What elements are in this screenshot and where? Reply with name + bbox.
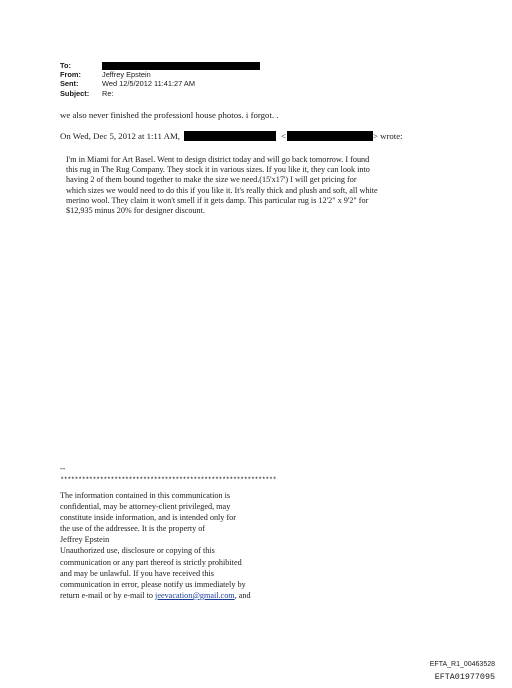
quoted-line: this rug in The Rug Company. They stock it in various sizes. If you like it, they can look into	[66, 165, 370, 175]
disclaimer-line: The information contained in this communication is	[60, 491, 231, 500]
quoted-message	[66, 155, 476, 216]
signature-separator: --	[60, 464, 66, 473]
to-label: To:	[60, 61, 71, 70]
quoted-line: having 2 of them bound together to make the size we need.(15'x17') I will get pricing for	[66, 175, 357, 185]
to-row	[60, 61, 260, 70]
disclaimer-line: communication or any part thereof is strictly prohibited	[60, 557, 242, 567]
subject-row	[60, 89, 260, 98]
from-row	[60, 70, 260, 79]
disclaimer-last-prefix: return e-mail or by e-mail to	[60, 590, 156, 600]
disclaimer-last-suffix: , and	[234, 590, 251, 600]
reply-text: we also never finished the professionl house photos. i forgot. .	[60, 110, 279, 120]
email-link[interactable]: jeevacation@gmail.com	[155, 590, 235, 600]
quote-header	[60, 131, 403, 141]
disclaimer-line: Unauthorized use, disclosure or copying of this	[60, 546, 215, 556]
quoted-line: $12,935 minus 20% for designer discount.	[66, 206, 205, 216]
sent-value: Wed 12/5/2012 11:41:27 AM	[102, 79, 195, 89]
asterisk-divider: ************************************************************	[60, 477, 277, 485]
quote-header-prefix: On Wed, Dec 5, 2012 at 1:11 AM,	[60, 131, 180, 141]
disclaimer-line: constitute inside information, and is intended only for	[60, 513, 236, 523]
disclaimer-line: the use of the addressee. It is the property of	[60, 524, 206, 534]
quote-header-lt: <	[281, 131, 286, 141]
sent-label: Sent:	[60, 79, 79, 89]
from-value: Jeffrey Epstein	[102, 70, 151, 80]
sent-row	[60, 79, 260, 88]
confidentiality-disclaimer	[60, 490, 251, 601]
disclaimer-line: confidential, may be attorney-client privileged, may	[60, 502, 231, 512]
disclaimer-line: communication in error, please notify us immediately by	[60, 579, 246, 589]
disclaimer-line: Jeffrey Epstein	[60, 535, 110, 545]
bates-number-r1: EFTA_R1_00463528	[429, 661, 495, 668]
from-label: From:	[60, 70, 81, 80]
disclaimer-last-line	[60, 590, 251, 601]
email-header	[60, 61, 260, 98]
quoted-line: I'm in Miami for Art Basel. Went to design district today and will go back tomorrow. I found	[66, 155, 370, 164]
redacted-sender-email	[287, 131, 373, 141]
bates-number: EFTA01977095	[434, 672, 495, 682]
redacted-sender-name	[184, 131, 276, 141]
subject-value: Re:	[102, 88, 114, 98]
quote-header-suffix: > wrote:	[372, 131, 403, 141]
quoted-line: merino wool. They claim it won't smell if it gets damp. This particular rug is 12'2" x 9'2" for	[66, 195, 369, 205]
disclaimer-line: and may be unlawful. If you have received this	[60, 568, 214, 578]
subject-label: Subject:	[60, 88, 90, 98]
redacted-recipient	[102, 62, 260, 70]
quoted-line: which sizes we would need to do this if you like it. It's really thick and plush and soft, all white	[66, 185, 378, 195]
